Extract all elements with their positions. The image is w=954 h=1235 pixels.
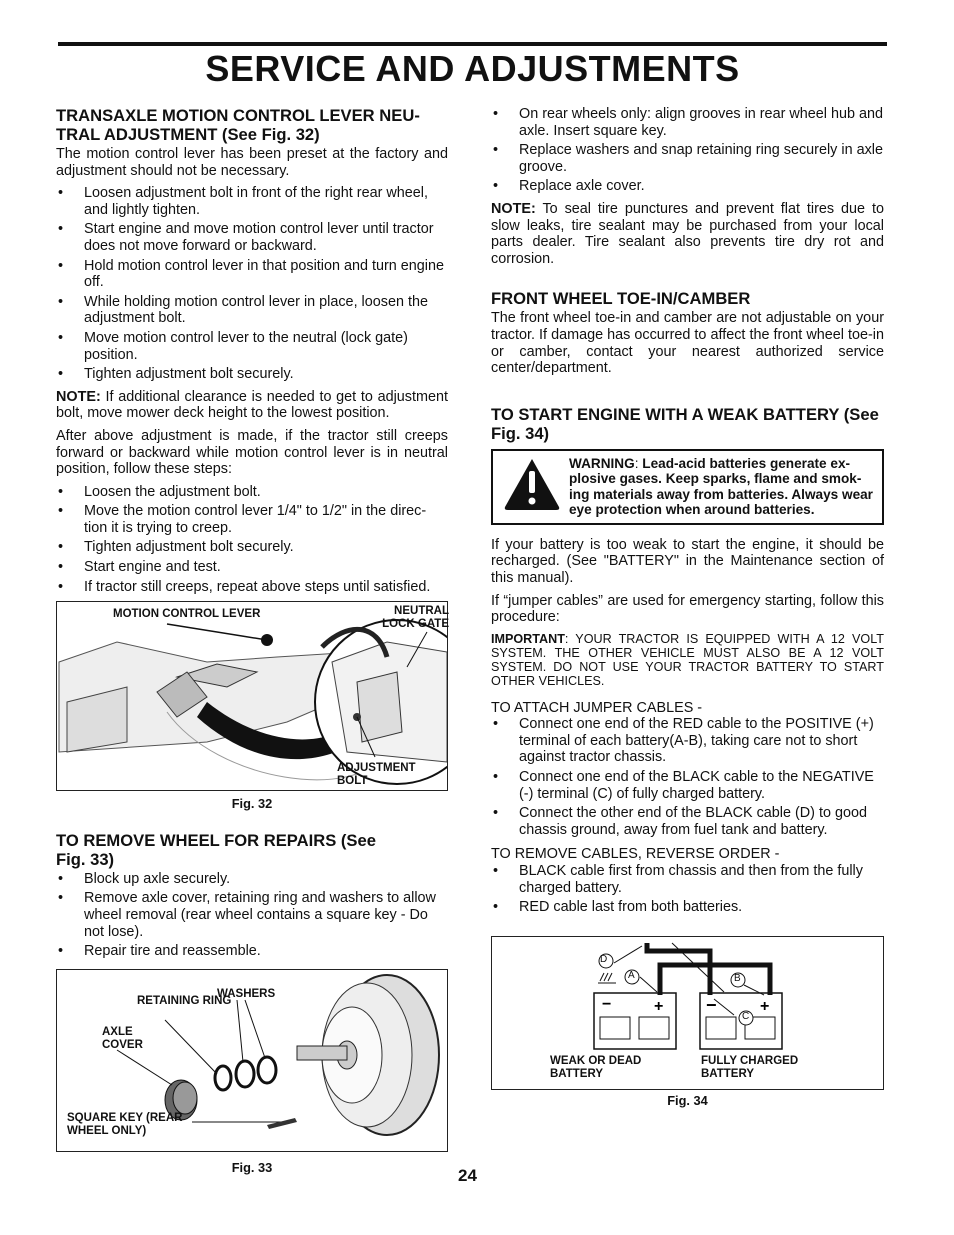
remove-cables-steps — [491, 863, 884, 916]
list-item: • Replace axle cover. — [491, 178, 884, 195]
label-d: D — [600, 953, 608, 965]
toe-in-text: The front wheel toe-in and camber are not adjustable on your tractor. If damage has occurred to affect the front wheel toe-in or camber, contact your nearest authorized service center/department. — [491, 310, 884, 377]
list-item: • Hold motion control lever in that position and turn engine off. — [56, 258, 448, 291]
washers-label: WASHERS — [217, 987, 276, 1000]
list-item: • Tighten adjustment bolt securely. — [56, 366, 448, 383]
fig-34-caption: Fig. 34 — [667, 1092, 708, 1108]
remove-cables-heading: TO REMOVE CABLES, REVERSE ORDER - — [491, 846, 780, 863]
transaxle-intro: The motion control lever has been preset at the factory and adjustment should not be necessary. — [56, 146, 448, 179]
list-item: • Connect the other end of the BLACK cable (D) to good chassis ground, away from fuel tank and battery. — [491, 805, 884, 838]
sealant-note — [491, 201, 884, 267]
list-item: • Loosen adjustment bolt in front of the right rear wheel, and lightly tighten. — [56, 185, 448, 218]
warning-label: WARNING — [569, 455, 635, 471]
warning-box: WARNING: Lead-acid batteries generate ex- plosive gases. Keep sparks, flame and smok- ing materials away from batteries. Always wear eye protection when around batteries. — [491, 449, 884, 525]
important-note — [491, 632, 884, 688]
attach-heading: TO ATTACH JUMPER CABLES - — [491, 699, 703, 716]
important-text: : YOUR TRACTOR IS EQUIPPED WITH A 12 VOLT SYSTEM. THE OTHER VEHICLE MUST ALSO BE A 12 VOLT SYSTEM. DO NOT USE YOUR TRACTOR BATTERY TO START OTHER VEHICLES. — [491, 631, 884, 688]
note-text: To seal tire punctures and prevent flat tires due to slow leaks, tire sealant may be purchased from your local parts dealer. Tire sealant also prevents tire dry rot and corrosion. — [491, 200, 884, 267]
axle-cover-label: AXLE COVER — [102, 1025, 143, 1051]
motion-control-lever-label: MOTION CONTROL LEVER — [113, 608, 261, 621]
warning-text: Lead-acid batteries generate ex- plosive gases. Keep sparks, flame and smok- ing materials away from batteries. Always wear eye protection when around batteries. — [569, 455, 873, 518]
list-item: • Block up axle securely. — [56, 871, 448, 888]
transaxle-steps — [56, 185, 448, 383]
figure-32 — [56, 601, 448, 791]
list-item: • Start engine and test. — [56, 559, 448, 576]
toe-in-heading: FRONT WHEEL TOE-IN/CAMBER — [491, 289, 751, 309]
figure-33 — [56, 969, 448, 1152]
header-rule — [58, 42, 887, 46]
transaxle-heading: TRANSAXLE MOTION CONTROL LEVER NEU- TRAL ADJUSTMENT (See Fig. 32) — [56, 106, 420, 144]
svg-text:−: − — [602, 995, 612, 1013]
list-item: • While holding motion control lever in place, loosen the adjustment bolt. — [56, 294, 448, 327]
warning-triangle-icon — [503, 457, 561, 511]
page-title: SERVICE AND ADJUSTMENTS — [205, 48, 740, 89]
left-column — [56, 106, 448, 1176]
fig-33-caption: Fig. 33 — [231, 1159, 273, 1175]
list-item: • Connect one end of the BLACK cable to the NEGATIVE (-) terminal (C) of fully charged battery. — [491, 769, 884, 802]
list-item: • Remove axle cover, retaining ring and washers to allow wheel removal (rear wheel contains a square key - Do not lose). — [56, 890, 448, 940]
list-item: • Start engine and move motion control lever until tractor does not move forward or backward. — [56, 221, 448, 254]
list-item: • Replace washers and snap retaining ring securely in axle groove. — [491, 142, 884, 175]
note-label: NOTE: — [491, 200, 536, 217]
transaxle-steps-2 — [56, 484, 448, 596]
adjustment-bolt-label: ADJUSTMENT BOLT — [337, 762, 416, 788]
weak-battery-p1: If your battery is too weak to start the engine, it should be recharged. (See "BATTERY" in the Maintenance section of this manual). — [491, 536, 884, 586]
transaxle-note — [56, 389, 448, 422]
fig-32-caption: Fig. 32 — [231, 796, 273, 812]
note-text: If additional clearance is needed to get to adjustment bolt, move mower deck height to the lowest position. — [56, 388, 448, 422]
remove-wheel-steps — [56, 871, 448, 960]
square-key-label: SQUARE KEY (REAR WHEEL ONLY) — [67, 1111, 183, 1137]
attach-steps — [491, 716, 884, 838]
list-item: • Move the motion control lever 1/4" to 1/2" in the direc- tion it is trying to creep. — [56, 503, 448, 536]
label-a: A — [628, 969, 635, 981]
weak-battery-label: WEAK OR DEAD BATTERY — [550, 1054, 642, 1080]
important-label: IMPORTANT — [491, 631, 565, 646]
remove-wheel-steps-cont — [491, 106, 884, 195]
svg-text:+: + — [760, 997, 770, 1015]
weak-battery-heading: TO START ENGINE WITH A WEAK BATTERY (See Fig. 34) — [491, 404, 879, 443]
label-c: C — [742, 1010, 750, 1022]
transaxle-after: After above adjustment is made, if the tractor still creeps forward or backward while motion control lever is in neutral position, follow these steps: — [56, 427, 448, 478]
right-column — [491, 106, 884, 1109]
list-item: • Repair tire and reassemble. — [56, 943, 448, 960]
retaining-ring-label: RETAINING RING — [137, 994, 232, 1007]
charged-battery-label: FULLY CHARGED BATTERY — [701, 1054, 799, 1080]
list-item: • If tractor still creeps, repeat above steps until satisfied. — [56, 579, 448, 596]
list-item: • Tighten adjustment bolt securely. — [56, 539, 448, 556]
svg-text:+: + — [654, 997, 664, 1015]
remove-wheel-heading: TO REMOVE WHEEL FOR REPAIRS (See Fig. 33) — [56, 830, 376, 869]
list-item: • Move motion control lever to the neutral (lock gate) position. — [56, 330, 448, 363]
figure-34 — [491, 936, 884, 1090]
svg-text:−: − — [706, 994, 717, 1015]
list-item: • BLACK cable first from chassis and then from the fully charged battery. — [491, 863, 884, 896]
label-b: B — [734, 972, 741, 984]
page-number: 24 — [458, 1166, 477, 1185]
neutral-lock-gate-label: NEUTRAL LOCK GATE — [382, 605, 449, 631]
list-item: • On rear wheels only: align grooves in rear wheel hub and axle. Insert square key. — [491, 106, 884, 139]
list-item: • Connect one end of the RED cable to the POSITIVE (+) terminal of each battery(A-B), taking care not to short against tractor chassis. — [491, 716, 884, 766]
list-item: • Loosen the adjustment bolt. — [56, 484, 448, 501]
note-label: NOTE: — [56, 388, 101, 405]
list-item: • RED cable last from both batteries. — [491, 899, 884, 916]
weak-battery-p2: If “jumper cables” are used for emergency starting, follow this procedure: — [491, 592, 884, 626]
